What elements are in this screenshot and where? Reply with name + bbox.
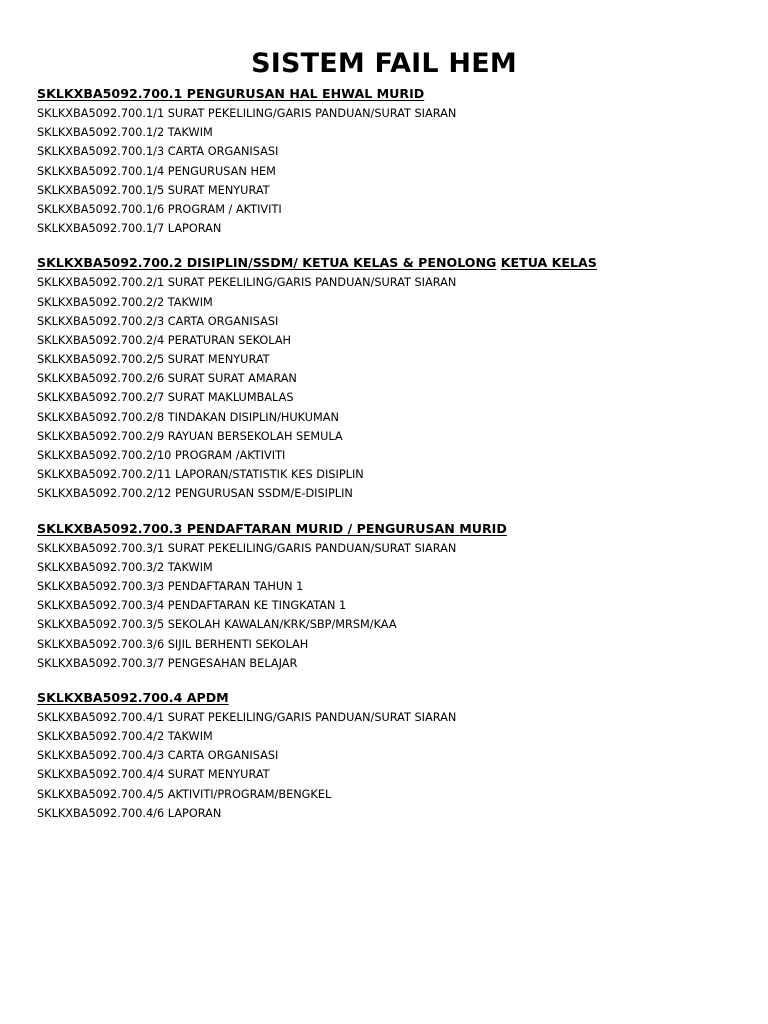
- section-file-list: [37, 708, 747, 823]
- list-item: SKLKXBA5092.700.2/11 LAPORAN/STATISTIK KES DISIPLIN: [37, 468, 364, 482]
- list-item: SKLKXBA5092.700.3/4 PENDAFTARAN KE TINGKATAN 1: [37, 599, 347, 613]
- list-item: SKLKXBA5092.700.4/5 AKTIVITI/PROGRAM/BENGKEL: [37, 787, 332, 801]
- list-item: SKLKXBA5092.700.1/2 TAKWIM: [37, 126, 213, 140]
- file-system-list: [37, 84, 747, 823]
- list-item: SKLKXBA5092.700.3/2 TAKWIM: [37, 560, 213, 574]
- list-item: SKLKXBA5092.700.2/8 TINDAKAN DISIPLIN/HUKUMAN: [37, 410, 339, 424]
- section-heading-extra: KETUA KELAS: [500, 255, 597, 271]
- section-apdm: [37, 688, 747, 823]
- section-heading: [37, 253, 747, 273]
- section-heading-main: SKLKXBA5092.700.3 PENDAFTARAN MURID / PENGURUSAN MURID: [37, 520, 507, 536]
- list-item: SKLKXBA5092.700.3/5 SEKOLAH KAWALAN/KRK/SBP/MRSM/KAA: [37, 618, 397, 632]
- section-heading-main: SKLKXBA5092.700.4 APDM: [37, 689, 229, 705]
- section-heading: [37, 84, 747, 104]
- list-item: SKLKXBA5092.700.2/4 PERATURAN SEKOLAH: [37, 333, 292, 347]
- section-heading: [37, 688, 747, 708]
- list-item: SKLKXBA5092.700.3/1 SURAT PEKELILING/GARIS PANDUAN/SURAT SIARAN: [37, 541, 457, 555]
- list-item: SKLKXBA5092.700.1/1 SURAT PEKELILING/GARIS PANDUAN/SURAT SIARAN: [37, 107, 457, 120]
- page-title: SISTEM FAIL HEM: [251, 48, 517, 79]
- list-item: SKLKXBA5092.700.2/7 SURAT MAKLUMBALAS: [37, 391, 294, 405]
- list-item: SKLKXBA5092.700.4/3 CARTA ORGANISASI: [37, 749, 279, 763]
- section-file-list: [37, 273, 747, 503]
- list-item: SKLKXBA5092.700.2/1 SURAT PEKELILING/GARIS PANDUAN/SURAT SIARAN: [37, 276, 457, 290]
- section-heading-main: SKLKXBA5092.700.2 DISIPLIN/SSDM/ KETUA KELAS & PENOLONG: [37, 255, 497, 271]
- list-item: SKLKXBA5092.700.4/2 TAKWIM: [37, 730, 213, 744]
- list-item: SKLKXBA5092.700.2/9 RAYUAN BERSEKOLAH SEMULA: [37, 429, 343, 443]
- section-file-list: [37, 104, 747, 238]
- list-item: SKLKXBA5092.700.3/6 SIJIL BERHENTI SEKOLAH: [37, 637, 309, 651]
- list-item: SKLKXBA5092.700.4/6 LAPORAN: [37, 806, 222, 820]
- section-heading: [37, 519, 747, 539]
- list-item: SKLKXBA5092.700.2/6 SURAT SURAT AMARAN: [37, 372, 297, 386]
- list-item: SKLKXBA5092.700.1/3 CARTA ORGANISASI: [37, 145, 279, 159]
- section-hal-ehwal-murid: [37, 84, 747, 238]
- section-heading-main: SKLKXBA5092.700.1 PENGURUSAN HAL EHWAL MURID: [37, 86, 425, 101]
- list-item: SKLKXBA5092.700.1/4 PENGURUSAN HEM: [37, 164, 276, 178]
- list-item: SKLKXBA5092.700.1/7 LAPORAN: [37, 222, 222, 236]
- list-item: SKLKXBA5092.700.4/4 SURAT MENYURAT: [37, 768, 270, 782]
- list-item: SKLKXBA5092.700.2/2 TAKWIM: [37, 295, 213, 309]
- list-item: SKLKXBA5092.700.2/5 SURAT MENYURAT: [37, 353, 270, 367]
- list-item: SKLKXBA5092.700.1/5 SURAT MENYURAT: [37, 183, 270, 197]
- list-item: SKLKXBA5092.700.1/6 PROGRAM / AKTIVITI: [37, 202, 282, 216]
- section-pendaftaran-murid: [37, 519, 747, 673]
- list-item: SKLKXBA5092.700.2/10 PROGRAM /AKTIVITI: [37, 449, 286, 462]
- section-disiplin: [37, 253, 747, 503]
- list-item: SKLKXBA5092.700.2/12 PENGURUSAN SSDM/E-DISIPLIN: [37, 487, 353, 501]
- list-item: SKLKXBA5092.700.4/1 SURAT PEKELILING/GARIS PANDUAN/SURAT SIARAN: [37, 710, 457, 724]
- list-item: SKLKXBA5092.700.3/7 PENGESAHAN BELAJAR: [37, 656, 298, 670]
- section-file-list: [37, 539, 747, 673]
- list-item: SKLKXBA5092.700.3/3 PENDAFTARAN TAHUN 1: [37, 579, 304, 593]
- list-item: SKLKXBA5092.700.2/3 CARTA ORGANISASI: [37, 314, 279, 328]
